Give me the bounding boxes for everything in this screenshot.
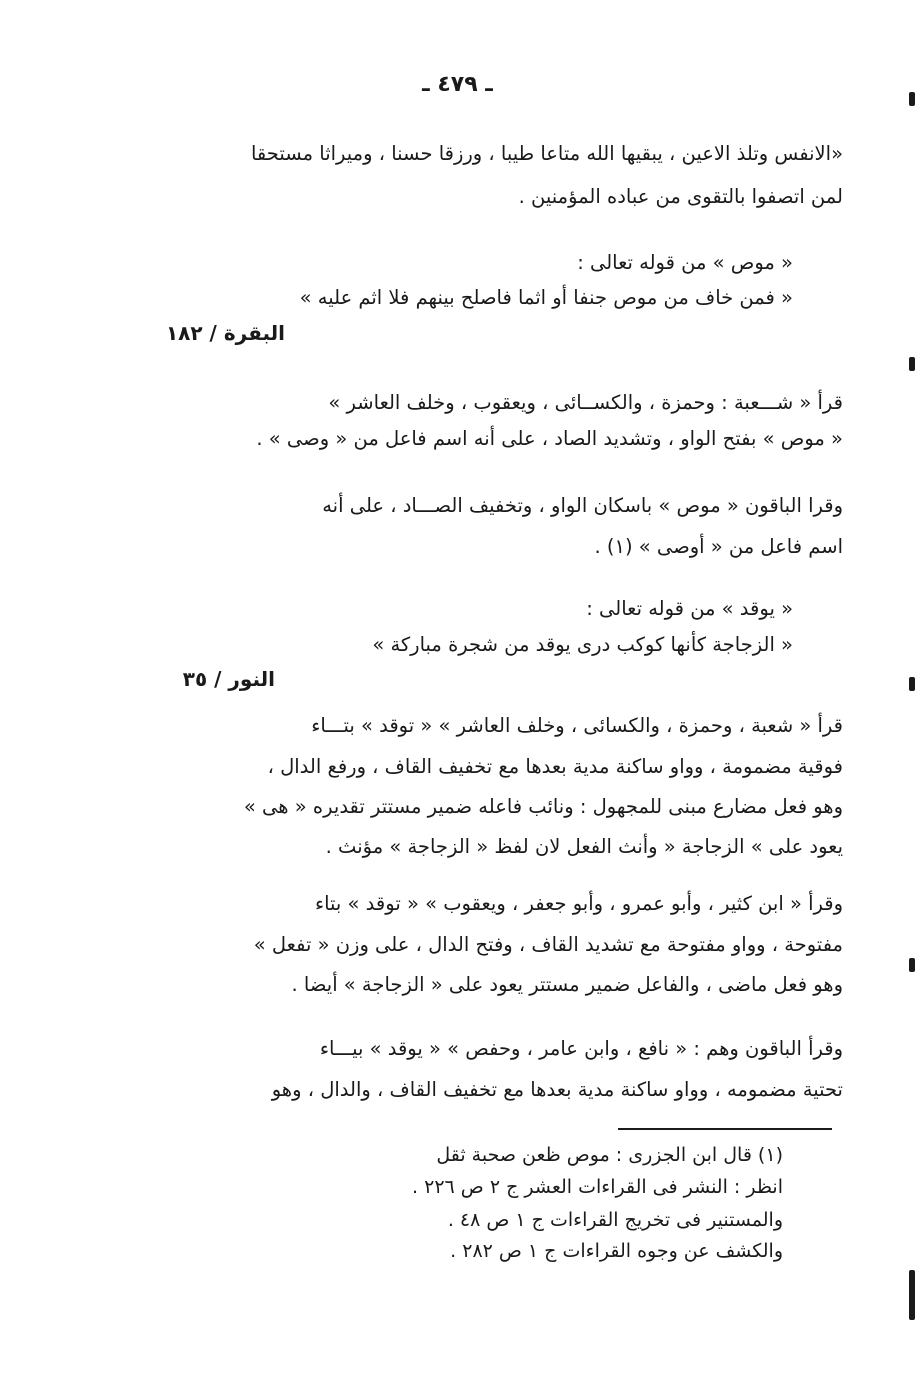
body-line: وهو فعل مضارع مبنى للمجهول : ونائب فاعله ضمير مستتر تقديره « هى »	[243, 795, 843, 818]
body-line: وقرأ الباقون وهم : « نافع ، وابن عامر ، وحفص » « يوقد » بيـــاء	[319, 1037, 843, 1060]
scan-edge-mark	[909, 92, 915, 106]
quran-verse: « الزجاجة كأنها كوكب درى يوقد من شجرة مباركة »	[372, 633, 793, 656]
body-line: مفتوحة ، وواو مفتوحة مع تشديد القاف ، وفتح الدال ، على وزن « تفعل »	[253, 933, 843, 956]
body-line: يعود على » الزجاجة « وأنث الفعل لان لفظ « الزجاجة » مؤنث .	[325, 835, 843, 858]
scan-edge-mark	[909, 677, 915, 691]
quran-verse: « فمن خاف من موص جنفا أو اثما فاصلح بينهم فلا اثم عليه »	[299, 286, 793, 309]
verse-reference: البقرة / ١٨٢	[165, 321, 285, 345]
verse-word-heading: « موص » من قوله تعالى :	[577, 251, 793, 274]
body-line: تحتية مضمومه ، وواو ساكنة مدية بعدها مع تخفيف القاف ، والدال ، وهو	[271, 1078, 843, 1101]
footnote-line: (١) قال ابن الجزرى : موص ظعن صحبة ثقل	[436, 1144, 783, 1166]
body-line: اسم فاعل من « أوصى » (١) .	[594, 535, 843, 558]
body-line: «الانفس وتلذ الاعين ، يبقيها الله متاعا طيبا ، ورزقا حسنا ، وميراثا مستحقا	[250, 142, 843, 165]
scan-edge-mark	[909, 357, 915, 371]
body-line: « موص » بفتح الواو ، وتشديد الصاد ، على أنه اسم فاعل من « وصى » .	[256, 427, 843, 450]
body-line: لمن اتصفوا بالتقوى من عباده المؤمنين .	[518, 185, 843, 208]
page-number: ـ ٤٧٩ ـ	[422, 72, 493, 97]
scan-edge-mark	[909, 1270, 915, 1320]
footnote-line: والكشف عن وجوه القراءات ج ١ ص ٢٨٢ .	[450, 1240, 783, 1262]
body-line: قرأ « شـــعبة : وحمزة ، والكســائى ، ويعقوب ، وخلف العاشر »	[328, 391, 843, 414]
verse-reference: النور / ٣٥	[182, 667, 275, 691]
body-line: وهو فعل ماضى ، والفاعل ضمير مستتر يعود على « الزجاجة » أيضا .	[291, 973, 843, 996]
footnote-line: انظر : النشر فى القراءات العشر ج ٢ ص ٢٢٦ .	[412, 1176, 783, 1198]
body-line: وقرا الباقون « موص » باسكان الواو ، وتخفيف الصـــاد ، على أنه	[322, 494, 843, 517]
verse-word-heading: « يوقد » من قوله تعالى :	[586, 597, 793, 620]
body-line: قرأ « شعبة ، وحمزة ، والكسائى ، وخلف العاشر » « توقد » بتـــاء	[311, 714, 843, 737]
body-line: فوقية مضمومة ، وواو ساكنة مدية بعدها مع تخفيف القاف ، ورفع الدال ،	[267, 755, 843, 778]
footnote-line: والمستنير فى تخريج القراءات ج ١ ص ٤٨ .	[447, 1209, 783, 1231]
scan-edge-mark	[909, 958, 915, 972]
body-line: وقرأ « ابن كثير ، وأبو عمرو ، وأبو جعفر ، ويعقوب » « توقد » بتاء	[314, 892, 843, 915]
footnote-separator	[618, 1128, 832, 1130]
